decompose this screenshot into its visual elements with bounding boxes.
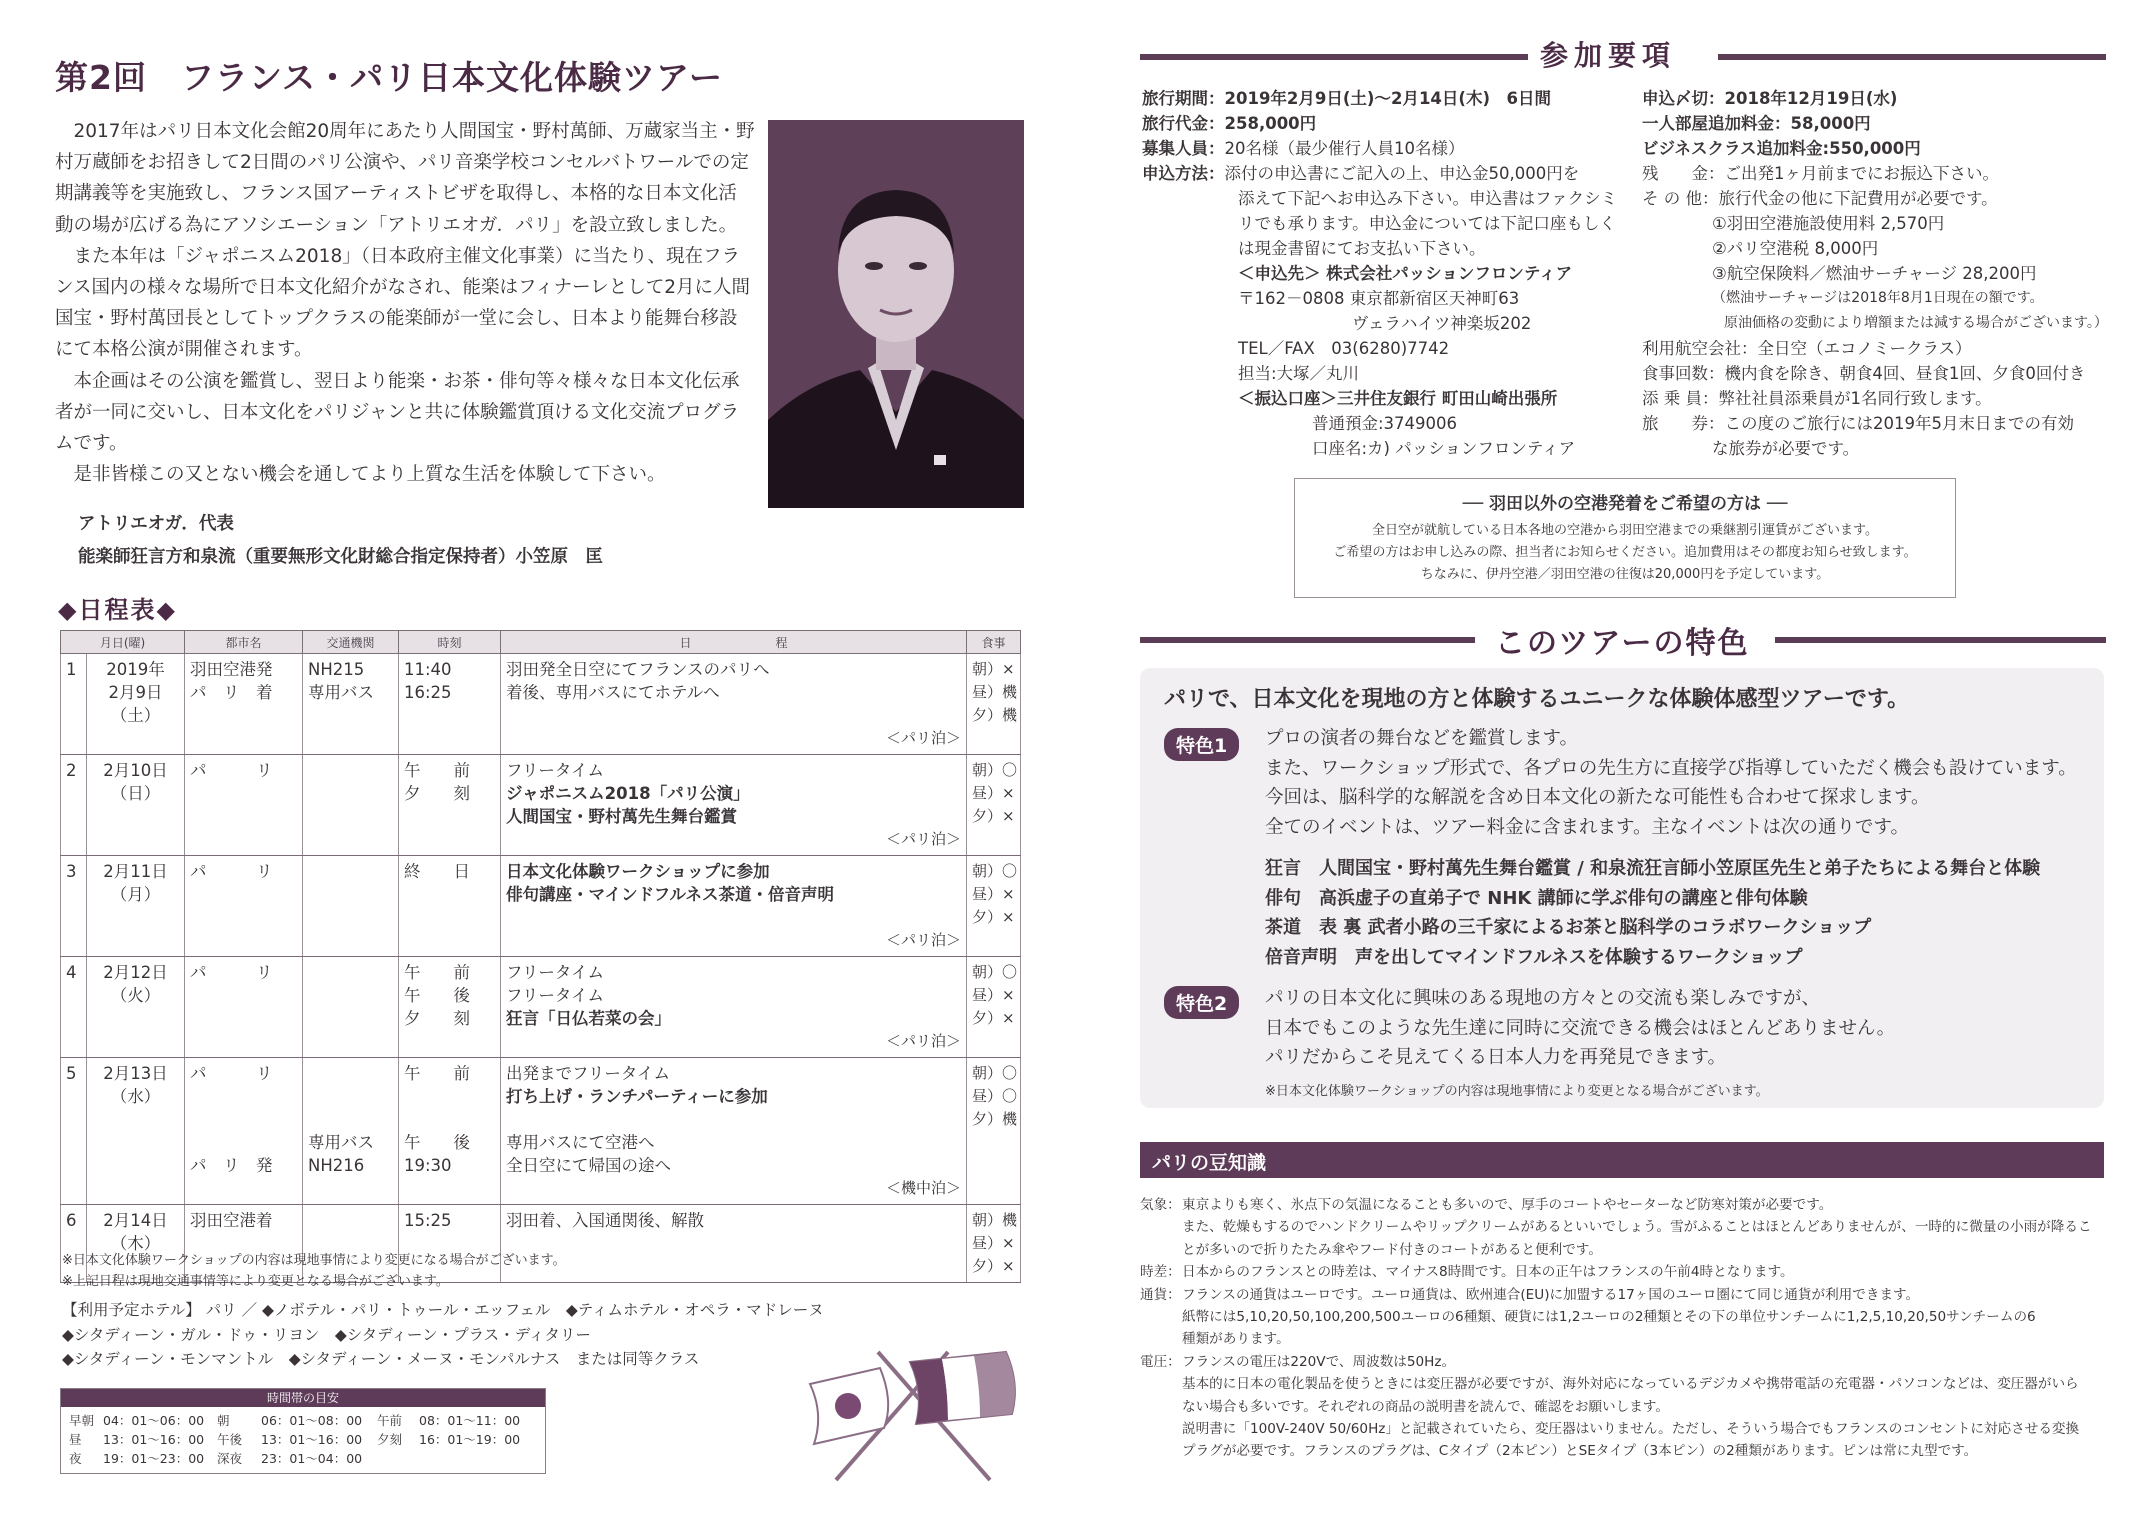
trivia-line: 紙幣には5,10,20,50,100,200,500ユーロの6種類、硬貨には1,2ユーロの2種類とその下の単位サンチームに1,2,5,10,20,50サンチームの6 (1182, 1309, 2036, 1326)
time (399, 755, 501, 856)
time-line (404, 1085, 495, 1108)
meal-line: 朝）〇 (972, 862, 1018, 880)
transport-line: NH215 (308, 660, 365, 679)
day-date (87, 755, 185, 856)
divider (1775, 637, 2106, 643)
hotel-line: ◆シタディーン・ガル・ドゥ・リヨン ◆シタディーン・プラス・ディタリー (62, 1325, 591, 1344)
requirement-right-line: ②パリ空港税 8,000円 (1712, 239, 1879, 258)
timezone-guide (60, 1388, 546, 1474)
itinerary (501, 755, 967, 856)
schedule-row (61, 1058, 1021, 1205)
itinerary-line: 専用バスにて空港へ (506, 1133, 655, 1152)
city (185, 957, 303, 1058)
other-airport-box (1294, 478, 1956, 598)
trivia-label: 通貨： (1140, 1286, 1181, 1303)
requirement-right-line: 原油価格の変動により増額または減する場合がございます。） (1724, 315, 2108, 331)
date-text: 2月12日 (103, 963, 168, 982)
weekday-text: （日） (110, 784, 161, 803)
trivia-label: 気象： (1140, 1197, 1181, 1213)
city-line (190, 1131, 297, 1154)
requirement-value: 添付の申込書にご記入の上、申込金50,000円を (1224, 164, 1580, 183)
meal-line: 昼）〇 (972, 1087, 1018, 1105)
timezone-label: 夜 (69, 1451, 82, 1466)
meal-line: 朝）〇 (972, 761, 1018, 779)
requirement-right-line: そ の 他：旅行代金の他に下記費用が必要です。 (1642, 189, 1998, 208)
requirement-value: 2019年2月9日(土)～2月14日(木) 6日間 (1224, 89, 1551, 108)
trivia-line: 種類があります。 (1182, 1331, 1290, 1348)
contact-line: ヴェラハイツ神楽坂202 (1352, 314, 1532, 333)
portrait-photo (768, 120, 1024, 508)
meals (967, 755, 1021, 856)
transport (303, 654, 399, 755)
requirement-right-line: 食事回数：機内食を除き、朝食4回、昼食1回、夕食0回付き (1642, 364, 2086, 383)
contact-line: ＜振込口座＞三井住友銀行 町田山崎出張所 (1238, 389, 1558, 408)
itinerary (501, 856, 967, 957)
header-meals: 食事 (967, 631, 1021, 654)
day-number: 6 (61, 1205, 87, 1283)
time-line: 午 後 (404, 986, 470, 1005)
city-line: パ リ 発 (190, 1156, 273, 1175)
features-lead: パリで、日本文化を現地の方と体験するユニークな体験体感型ツアーです。 (1164, 687, 1910, 712)
feature-line: パリの日本文化に興味のある現地の方々との交流も楽しみですが、 (1265, 988, 1821, 1009)
time-line: 11:40 (404, 660, 452, 679)
itinerary-line: フリータイム (506, 986, 605, 1005)
meals (967, 957, 1021, 1058)
header-date: 月日(曜) (61, 631, 185, 654)
transport (303, 1058, 399, 1205)
trivia-line: プラグが必要です。フランスのプラグは、Cタイプ（2本ピン）とSEタイプ（3本ピン）の2種類があります。ピンは常に丸型です。 (1182, 1443, 1978, 1460)
requirement-continued: リでも承ります。申込金については下記口座もしく (1238, 214, 1616, 233)
time-line: 終 日 (404, 862, 470, 881)
city (185, 856, 303, 957)
requirement-right-line: な旅券が必要です。 (1712, 439, 1860, 458)
trivia-item (1140, 1261, 2106, 1283)
timezone-label: 昼 (69, 1432, 82, 1447)
time-line: 午 前 (404, 761, 470, 780)
trivia-text (1182, 1194, 2106, 1261)
transport (303, 755, 399, 856)
intro-paragraph: 2017年はパリ日本文化会館20周年にあたり人間国宝・野村萬師、万蔵家当主・野村万蔵師をお招きして2日間のパリ公演や、パリ音楽学校コンセルバトワールでの定期講義等を実施致し、フランス国アーティストビザを取得し、本格的な日本文化活動の場が広げる為にアソシエーション「アトリエオガ．パリ」を設立致しました。 (55, 121, 755, 236)
timezone-range: 04：01～06：00 (103, 1413, 205, 1428)
trivia-text (1182, 1351, 2106, 1463)
itinerary (501, 654, 967, 755)
day-date (87, 856, 185, 957)
time-line: 16:25 (404, 683, 452, 702)
transport-line: 専用バス (308, 683, 374, 702)
time (399, 654, 501, 755)
itinerary (501, 957, 967, 1058)
header-itinerary: 日 程 (501, 631, 967, 654)
requirements-left (1142, 86, 1617, 461)
note-line: ※日本文化体験ワークショップの内容は現地事情により変更になる場合がございます。 (62, 1253, 566, 1268)
requirement-right-line: 旅 券：この度のご旅行には2019年5月末日までの有効 (1642, 414, 2074, 433)
timezone-label: 午後 (217, 1432, 243, 1447)
day-number: 2 (61, 755, 87, 856)
other-airport-title: ── 羽田以外の空港発着をご希望の方は ── (1462, 494, 1788, 514)
requirement-row (1142, 86, 1617, 111)
requirement-row (1142, 161, 1617, 186)
signature-org: アトリエオガ．代表 (78, 514, 234, 534)
time-line: 15:25 (404, 1211, 452, 1230)
other-airport-line: ちなみに、伊丹空港／羽田空港の往復は20,000円を予定しています。 (1420, 567, 1830, 582)
timezone-title: 時間帯の目安 (61, 1389, 545, 1407)
itinerary-line: フリータイム (506, 761, 605, 780)
overnight-label: ＜パリ泊＞ (885, 729, 961, 747)
spacer (506, 704, 961, 727)
timezone-label (377, 1449, 419, 1468)
timezone-label: 朝 (217, 1413, 230, 1428)
city-line: パ リ (190, 862, 273, 881)
schedule-table (60, 630, 1021, 1283)
trivia-item (1140, 1284, 2106, 1351)
itinerary-line: 着後、専用バスにてホテルへ (506, 683, 720, 702)
hotel-list (62, 1298, 824, 1372)
transport-line (308, 1108, 393, 1131)
date-text: 2月14日 (103, 1211, 168, 1230)
overnight-label: ＜パリ泊＞ (885, 1032, 961, 1050)
day-date (87, 1058, 185, 1205)
itinerary (501, 1058, 967, 1205)
timezone-row (69, 1449, 537, 1468)
city-line: パ リ (190, 963, 273, 982)
trivia-line: 日本からのフランスとの時差は、マイナス8時間です。日本の正午はフランスの午前4時となります。 (1182, 1264, 1794, 1281)
timezone-rows (61, 1407, 545, 1472)
timezone-range: 13：01～16：00 (261, 1432, 363, 1447)
divider (1140, 54, 1528, 60)
transport-line (308, 1085, 393, 1108)
schedule-row (61, 856, 1021, 957)
city-line: パ リ (190, 1064, 273, 1083)
header-city: 都市名 (185, 631, 303, 654)
feature-1-events (1265, 854, 2040, 972)
itinerary-line: 俳句講座・マインドフルネス茶道・倍音声明 (506, 885, 835, 904)
itinerary-line: 日本文化体験ワークショップに参加 (506, 862, 770, 881)
schedule-row (61, 654, 1021, 755)
date-text: 2月13日 (103, 1064, 168, 1083)
time (399, 957, 501, 1058)
schedule-notes (62, 1250, 566, 1292)
day-date (87, 654, 185, 755)
meal-line: 朝）× (972, 660, 1015, 678)
requirement-right-line: ③航空保険料／燃油サーチャージ 28,200円 (1712, 264, 2037, 283)
time-line: 午 前 (404, 963, 470, 982)
timezone-range: 06：01～08：00 (261, 1413, 363, 1428)
requirement-right-line: 残 金：ご出発1ヶ月前までにお振込下さい。 (1642, 164, 1999, 183)
trivia-item (1140, 1194, 2106, 1261)
hotel-line: 【利用予定ホテル】 パリ ／ ◆ノボテル・パリ・トゥール・エッフェル ◆ティムホテル・オペラ・マドレーヌ (62, 1301, 824, 1319)
weekday-text: （火） (110, 986, 161, 1005)
time-line: 19:30 (404, 1156, 452, 1175)
event-line: 俳句 高浜虚子の直弟子で NHK 講師に学ぶ俳句の講座と俳句体験 (1265, 887, 1808, 909)
timezone-label: 早朝 (69, 1413, 95, 1428)
intro-text (55, 116, 755, 490)
city (185, 654, 303, 755)
time (399, 856, 501, 957)
contact-line: 普通預金:3749006 (1312, 414, 1458, 433)
day-number: 4 (61, 957, 87, 1058)
time (399, 1058, 501, 1205)
time-line: 午 前 (404, 1064, 470, 1083)
meal-line: 朝）〇 (972, 1064, 1018, 1082)
requirement-label: 旅行期間： (1142, 89, 1225, 108)
requirement-right-line: （燃油サーチャージは2018年8月1日現在の額です。 (1712, 290, 2044, 306)
day-number: 3 (61, 856, 87, 957)
feature-1-text (1265, 724, 2077, 842)
weekday-text: （木） (110, 1234, 161, 1253)
requirement-value: 20名様（最少催行人員10名様） (1224, 139, 1465, 158)
trivia-line: 基本的に日本の電化製品を使うときには変圧器が必要ですが、海外対応になっているデジカメや携帯電話の充電器・パソコンなどは、変圧器がいら (1182, 1376, 2079, 1393)
city-line: 羽田空港発 (190, 660, 273, 679)
city (185, 755, 303, 856)
meal-line: 朝）機 (972, 1211, 1018, 1229)
date-text: 2月10日 (103, 761, 168, 780)
feature-badge-1: 特色1 (1164, 728, 1239, 761)
meal-line: 朝）〇 (972, 963, 1018, 981)
overnight-label: ＜パリ泊＞ (885, 830, 961, 848)
contact-line: 〒162－0808 東京都新宿区天神町63 (1238, 289, 1520, 308)
overnight-label: ＜パリ泊＞ (885, 931, 961, 949)
signature-block (78, 508, 603, 574)
event-line: 倍音声明 声を出してマインドフルネスを体験するワークショップ (1265, 946, 1803, 968)
itinerary-line: 打ち上げ・ランチパーティーに参加 (506, 1087, 768, 1106)
transport (303, 856, 399, 957)
meals (967, 1058, 1021, 1205)
meal-line: 夕）機 (972, 706, 1018, 724)
event-line: 茶道 表 裏 武者小路の三千家によるお茶と脳科学のコラボワークショップ (1265, 917, 1872, 938)
itinerary-line (506, 1108, 961, 1131)
page-title: 第2回 フランス・パリ日本文化体験ツアー (55, 58, 723, 97)
city-line (190, 1085, 297, 1108)
trivia-item (1140, 1351, 2106, 1463)
divider (1140, 637, 1475, 643)
schedule-row (61, 755, 1021, 856)
city-line (190, 1108, 297, 1131)
features-title: このツアーの特色 (1495, 626, 1750, 661)
feature-badge-2: 特色2 (1164, 986, 1239, 1019)
intro-paragraph: また本年は「ジャポニスム2018」（日本政府主催文化事業）に当たり、現在フランス国内の様々な場所で日本文化紹介がなされ、能楽はフィナーレとして2月に人間国宝・野村萬団長としてトップクラスの能楽師が一堂に会し、日本より能舞台移設にて本格公演が開催されます。 (55, 245, 750, 361)
crossed-flags-icon (798, 1332, 1028, 1482)
timezone-range: 23：01～04：00 (261, 1451, 363, 1466)
time-line: 夕 刻 (404, 1009, 470, 1028)
intro-paragraph: 本企画はその公演を鑑賞し、翌日より能楽・お茶・俳句等々様々な日本文化伝承者が一同に交いし、日本文化をパリジャンと共に体験鑑賞頂ける文化交流プログラムです。 (55, 370, 740, 455)
overnight-label: ＜機中泊＞ (885, 1179, 961, 1197)
trivia-line: 説明書に「100V-240V 50/60Hz」と記載されていたら、変圧器はいりません。ただし、そういう場合でもフランスのコンセントに対応させる変換 (1182, 1421, 2080, 1438)
day-number: 5 (61, 1058, 87, 1205)
requirement-right-line: ビジネスクラス追加料金:550,000円 (1642, 139, 1921, 158)
trivia-section (1140, 1194, 2106, 1463)
contact-line: 担当:大塚／丸川 (1238, 364, 1360, 383)
meal-line: 昼）× (972, 885, 1015, 903)
weekday-text: （月） (110, 885, 161, 904)
requirement-right-line: 利用航空会社：全日空（エコノミークラス） (1642, 339, 1972, 358)
timezone-row (69, 1430, 537, 1449)
itinerary-line: 羽田発全日空にてフランスのパリへ (506, 660, 770, 679)
requirement-right-line: 添 乗 員：弊社社員添乗員が1名同行致します。 (1642, 389, 1992, 408)
requirement-right-line: ①羽田空港施設使用料 2,570円 (1712, 214, 1945, 233)
requirement-right-line: 申込〆切：2018年12月19日(水) (1642, 89, 1898, 108)
feature-line: また、ワークショップ形式で、各プロの先生方に直接学び指導していただく機会も設けています。 (1265, 757, 2077, 779)
feature-2-text (1265, 984, 1895, 1073)
trivia-line: 東京よりも寒く、氷点下の気温になることも多いので、厚手のコートやセーターなど防寒対策が必要です。 (1182, 1197, 1833, 1213)
contact-line: ＜申込先＞ 株式会社パッションフロンティア (1238, 264, 1573, 283)
requirements-right (1642, 86, 2108, 461)
meal-line: 昼）× (972, 1234, 1015, 1252)
meals (967, 654, 1021, 755)
note-line: ※上記日程は現地交通事情等により変更となる場合がございます。 (62, 1274, 449, 1289)
features-note: ※日本文化体験ワークショップの内容は現地事情により変更となる場合がございます。 (1265, 1084, 1769, 1099)
time-line (404, 1108, 495, 1131)
itinerary-line: 人間国宝・野村萬先生舞台鑑賞 (506, 807, 737, 826)
timezone-label: 午前 (377, 1413, 403, 1428)
transport (303, 957, 399, 1058)
schedule-row (61, 957, 1021, 1058)
day-number: 1 (61, 654, 87, 755)
date-text: 2月9日 (108, 683, 163, 702)
feature-line: パリだからこそ見えてくる日本人力を再発見できます。 (1265, 1047, 1727, 1068)
itinerary-line: 全日空にて帰国の途へ (506, 1156, 671, 1175)
trivia-line: ない場合も多いです。それぞれの商品の説明書を読んで、確認をお願いします。 (1182, 1398, 1669, 1415)
meal-line: 夕）× (972, 908, 1015, 926)
timezone-label: 夕刻 (377, 1432, 403, 1447)
itinerary-line: 羽田着、入国通関後、解散 (506, 1211, 704, 1230)
hotel-line: ◆シタディーン・モンマントル ◆シタディーン・メーヌ・モンパルナス または同等クラス (62, 1350, 700, 1368)
feature-line: 全てのイベントは、ツアー料金に含まれます。主なイベントは次の通りです。 (1265, 816, 1909, 838)
schedule-title: ◆日程表◆ (58, 596, 177, 624)
trivia-line: また、乾燥もするのでハンドクリームやリップクリームがあるといいでしょう。雪がふることはほとんどありませんが、一時的に微量の小雨が降るこ (1182, 1219, 2092, 1236)
other-airport-line: ご希望の方はお申し込みの際、担当者にお知らせください。追加費用はその都度お知らせ致します。 (1333, 545, 1917, 560)
requirement-label: 申込方法： (1142, 164, 1225, 183)
schedule-header-row (61, 631, 1021, 654)
meal-line: 夕）× (972, 807, 1015, 825)
transport-line: 専用バス (308, 1133, 374, 1152)
itinerary-line: 狂言「日仏若菜の会」 (506, 1009, 671, 1028)
city (185, 1058, 303, 1205)
requirement-right-line: 一人部屋追加料金：58,000円 (1642, 114, 1871, 133)
trivia-label: 時差： (1140, 1264, 1181, 1281)
time-line: 午 後 (404, 1133, 470, 1152)
event-line: 狂言 人間国宝・野村萬先生舞台鑑賞 / 和泉流狂言師小笠原匡先生と弟子たちによる舞台と体験 (1265, 858, 2041, 879)
city-line: 羽田空港着 (190, 1211, 273, 1230)
trivia-line: フランスの電圧は220Vで、周波数は50Hz。 (1182, 1353, 1456, 1370)
requirement-row (1142, 111, 1617, 136)
meal-line: 夕）× (972, 1257, 1015, 1275)
timezone-range: 19：01～23：00 (103, 1451, 205, 1466)
requirement-label: 旅行代金： (1142, 114, 1225, 133)
itinerary-line: ジャポニスム2018「パリ公演」 (506, 784, 750, 803)
feature-line: 日本でもこのような先生達に同時に交流できる機会はほとんどありません。 (1265, 1017, 1896, 1039)
contact-line: TEL／FAX 03(6280)7742 (1238, 339, 1450, 358)
requirements-title: 参加要項 (1540, 39, 1677, 72)
trivia-line: とが多いので折りたたみ傘やフード付きのコートがあると便利です。 (1182, 1241, 1602, 1258)
city-line: パ リ 着 (190, 683, 273, 702)
requirement-value: 258,000円 (1224, 114, 1317, 133)
timezone-range: 16：01～19：00 (419, 1432, 521, 1447)
trivia-header-bar (1140, 1142, 2104, 1178)
timezone-row (69, 1411, 537, 1430)
time-line: 夕 刻 (404, 784, 470, 803)
trivia-line: フランスの通貨はユーロです。ユーロ通貨は、欧州連合(EU)に加盟する17ヶ国のユーロ圏にて同じ通貨が利用できます。 (1182, 1286, 1920, 1303)
intro-paragraph: 是非皆様この又とない機会を通してより上質な生活を体験して下さい。 (73, 464, 666, 486)
date-text: 2月11日 (103, 862, 168, 881)
header-time: 時刻 (399, 631, 501, 654)
signature-name: 能楽師狂言方和泉流（重要無形文化財総合指定保持者）小笠原 匡 (78, 547, 603, 567)
requirement-continued: は現金書留にてお支払い下さい。 (1238, 239, 1486, 258)
timezone-range: 13：01～16：00 (103, 1432, 205, 1447)
meal-line: 昼）機 (972, 683, 1018, 701)
feature-line: 今回は、脳科学的な解説を含め日本文化の新たな可能性も合わせて探求します。 (1265, 787, 1930, 808)
itinerary-line: フリータイム (506, 963, 605, 982)
trivia-label: 電圧： (1140, 1353, 1181, 1370)
other-airport-line: 全日空が就航している日本各地の空港から羽田空港までの乗継割引運賃がございます。 (1372, 523, 1878, 538)
transport-line (308, 1062, 393, 1085)
requirement-label: 募集人員： (1142, 139, 1225, 158)
timezone-range (419, 1449, 529, 1468)
itinerary (501, 1205, 967, 1283)
contact-line: 口座名:カ) パッションフロンティア (1312, 439, 1576, 458)
timezone-label: 深夜 (217, 1451, 243, 1466)
requirement-continued: 添えて下記へお申込み下さい。申込書はファクシミ (1238, 189, 1618, 208)
meal-line: 昼）× (972, 784, 1015, 802)
trivia-title: パリの豆知識 (1152, 1152, 1267, 1174)
trivia-text (1182, 1261, 2106, 1283)
meal-line: 昼）× (972, 986, 1015, 1004)
day-date (87, 957, 185, 1058)
timezone-range: 08：01～11：00 (419, 1413, 521, 1428)
city-line: パ リ (190, 761, 273, 780)
transport-line: NH216 (308, 1156, 365, 1175)
feature-line: プロの演者の舞台などを鑑賞します。 (1265, 728, 1579, 749)
date-text: 2019年 (106, 660, 165, 679)
header-transport: 交通機関 (303, 631, 399, 654)
weekday-text: （土） (110, 706, 161, 725)
weekday-text: （水） (110, 1087, 161, 1106)
divider (1718, 54, 2106, 60)
spacer (506, 906, 961, 929)
meal-line: 夕）× (972, 1009, 1015, 1027)
itinerary-line: 出発までフリータイム (506, 1064, 671, 1083)
trivia-text (1182, 1284, 2106, 1351)
meals (967, 1205, 1021, 1283)
requirement-row (1142, 136, 1617, 161)
meals (967, 856, 1021, 957)
meal-line: 夕）機 (972, 1110, 1018, 1128)
